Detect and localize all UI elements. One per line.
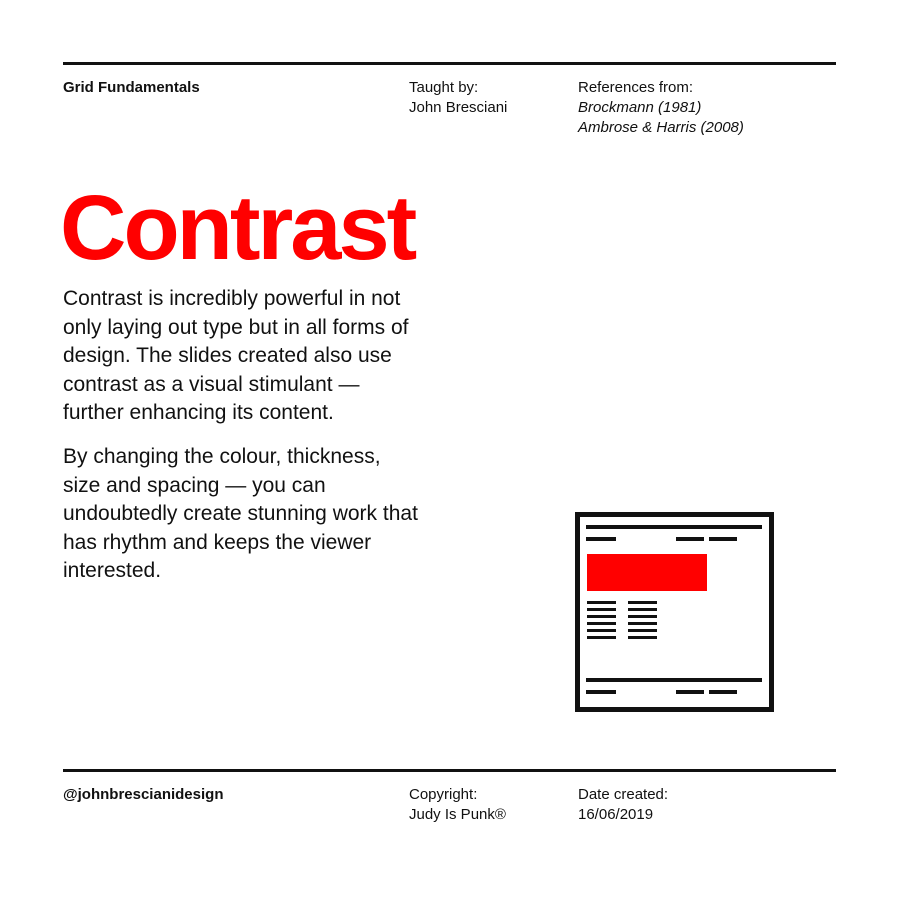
taught-by-label: Taught by:	[409, 79, 479, 96]
header-tick	[709, 537, 737, 541]
references-block	[578, 78, 744, 138]
body-paragraph: Contrast is incredibly powerful in not only laying out type but in all forms of design. The slides created also use contrast as a visual stimulant — further enhancing its content.	[63, 287, 409, 424]
reference-item: Brockmann (1981)	[578, 99, 702, 116]
bottom-divider	[63, 769, 836, 772]
course-title	[63, 78, 200, 98]
copyright-label: Copyright:	[409, 786, 478, 803]
header-tick	[676, 537, 704, 541]
footer-tick	[709, 690, 737, 694]
reference-item: Ambrose & Harris (2008)	[578, 119, 744, 136]
red-block	[587, 554, 707, 591]
header-line	[586, 525, 762, 529]
date-created-label: Date created:	[578, 786, 669, 803]
course-title-text: Grid Fundamentals	[63, 79, 200, 96]
text-column-right	[628, 601, 657, 639]
social-handle	[63, 785, 224, 805]
copyright-block	[409, 785, 506, 825]
page-layout-icon	[575, 512, 774, 712]
page-title: Contrast	[60, 177, 415, 279]
footer-tick	[586, 690, 616, 694]
taught-by-block	[409, 78, 507, 118]
top-divider	[63, 62, 836, 65]
social-handle-text: @johnbrescianidesign	[63, 786, 224, 803]
footer-line	[586, 678, 762, 682]
taught-by-name: John Bresciani	[409, 99, 508, 116]
date-created-value: 16/06/2019	[578, 806, 654, 823]
date-created-block	[578, 785, 668, 825]
footer-tick	[676, 690, 704, 694]
header-tick	[586, 537, 616, 541]
copyright-value: Judy Is Punk®	[409, 806, 506, 823]
body-paragraph: By changing the colour, thickness, size and spacing — you can undoubtedly create stunning work that has rhythm and keeps the viewer interested.	[63, 445, 418, 582]
references-label: References from:	[578, 79, 694, 96]
text-column-left	[587, 601, 616, 639]
